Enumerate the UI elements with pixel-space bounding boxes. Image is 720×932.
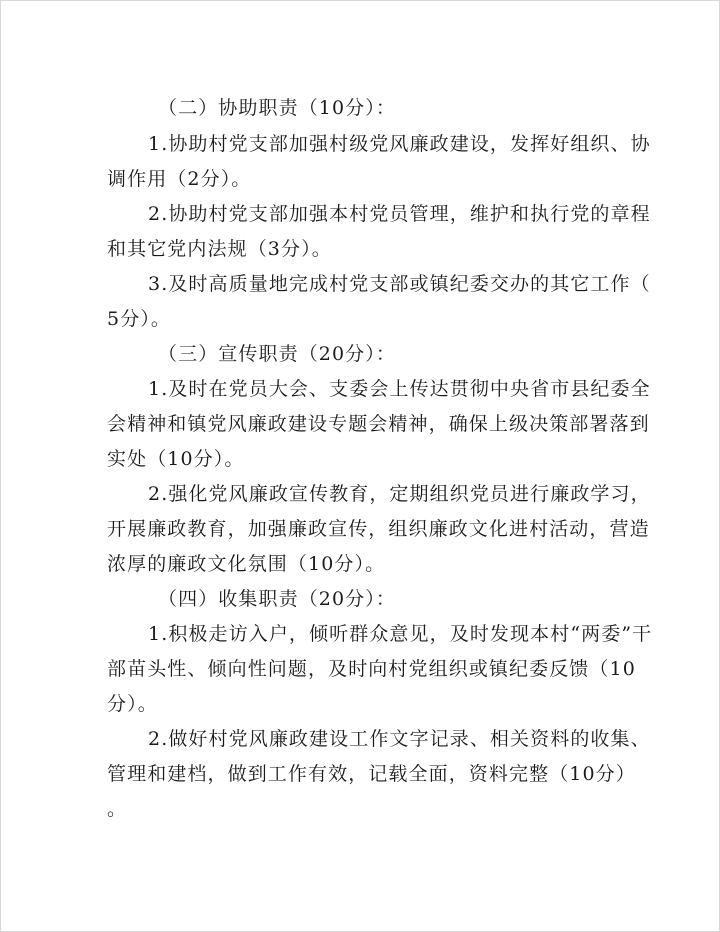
paragraph-line: 1.协助村党支部加强村级党风廉政建设，发挥好组织、协 xyxy=(148,133,651,155)
paragraph-line: 部苗头性、倾向性问题，及时向村党组织或镇纪委反馈（10 xyxy=(107,658,636,680)
paragraph-line: 分）。 xyxy=(107,693,158,715)
paragraph-line: 。 xyxy=(107,798,128,820)
paragraph-line: 2.强化党风廉政宣传教育，定期组织党员进行廉政学习， xyxy=(148,483,651,505)
paragraph-line: 开展廉政教育，加强廉政宣传，组织廉政文化进村活动，营造 xyxy=(107,518,650,540)
paragraph-line: 2.做好村党风廉政建设工作文字记录、相关资料的收集、 xyxy=(148,728,651,750)
section-heading: （四）收集职责（20分）： xyxy=(158,588,396,610)
paragraph-line: 2.协助村党支部加强本村党员管理，维护和执行党的章程 xyxy=(148,203,651,225)
paragraph-line: 1.及时在党员大会、支委会上传达贯彻中央省市县纪委全 xyxy=(148,378,651,400)
paragraph-line: 管理和建档，做到工作有效，记载全面，资料完整（10分） xyxy=(107,763,636,785)
paragraph-line: 浓厚的廉政文化氛围（10分）。 xyxy=(107,553,386,575)
paragraph-line: 5分）。 xyxy=(107,308,171,330)
paragraph-line: 3.及时高质量地完成村党支部或镇纪委交办的其它工作（ xyxy=(148,273,651,295)
paragraph-line: 会精神和镇党风廉政建设专题会精神，确保上级决策部署落到 xyxy=(107,413,650,435)
paragraph-line: 和其它党内法规（3分）。 xyxy=(107,238,332,260)
section-heading: （二）协助职责（10分）： xyxy=(158,97,396,119)
paragraph-line: 实处（10分）。 xyxy=(107,448,245,470)
paragraph-line: 调作用（2分）。 xyxy=(107,168,252,190)
section-heading: （三）宣传职责（20分）： xyxy=(158,343,396,365)
paragraph-line: 1.积极走访入户，倾听群众意见，及时发现本村“两委”干 xyxy=(148,623,653,645)
